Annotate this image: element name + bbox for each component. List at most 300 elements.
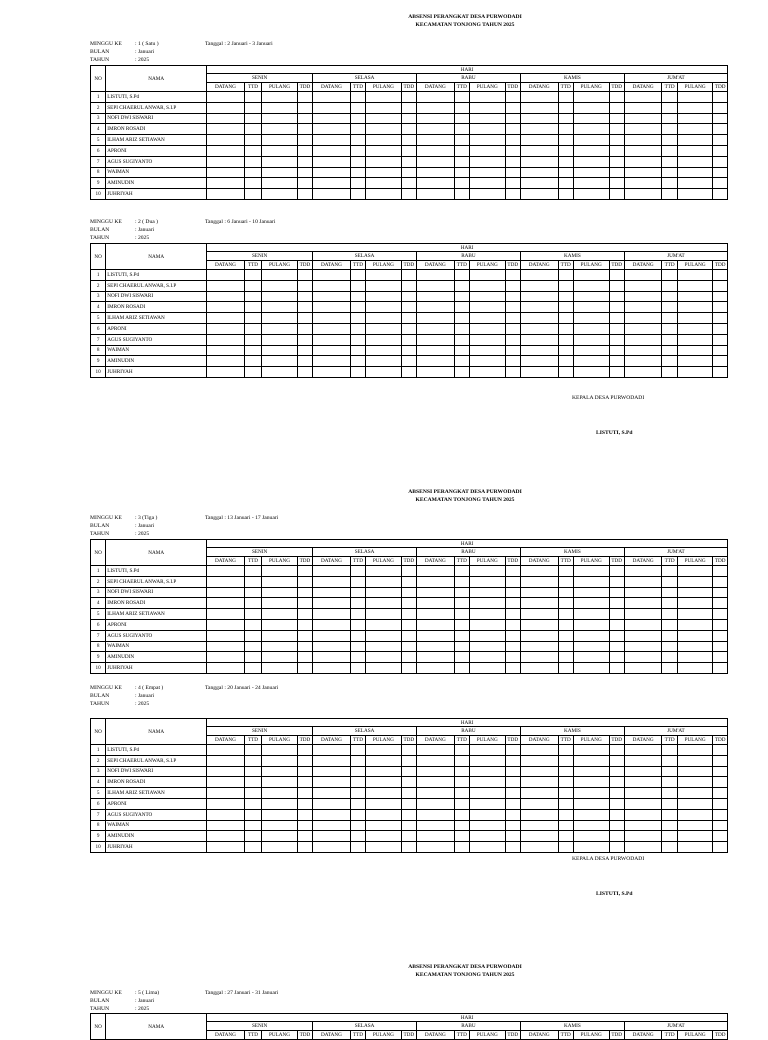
attendance-cell <box>366 566 402 577</box>
table-row <box>91 798 728 809</box>
attendance-cell <box>573 598 609 609</box>
attendance-cell <box>262 145 298 156</box>
attendance-cell <box>401 755 416 766</box>
attendance-cell <box>401 745 416 756</box>
attendance-cell <box>350 587 365 598</box>
attendance-cell <box>558 124 573 135</box>
attendance-cell <box>520 788 558 799</box>
attendance-cell <box>624 842 662 853</box>
attendance-cell <box>558 788 573 799</box>
attendance-cell <box>244 788 261 799</box>
datang-header: DATANG <box>624 261 662 270</box>
attendance-cell <box>350 345 365 356</box>
row-name: AGUS SUGIYANTO <box>106 334 207 345</box>
attendance-cell <box>573 842 609 853</box>
attendance-cell <box>262 755 298 766</box>
bulan-value: : Januari <box>135 523 155 529</box>
attendance-cell <box>662 367 677 378</box>
ttd-header: TTD <box>244 83 261 92</box>
attendance-cell <box>624 323 662 334</box>
attendance-cell <box>207 609 245 620</box>
pulang-header: PULANG <box>469 557 505 566</box>
attendance-cell <box>609 334 624 345</box>
attendance-cell <box>401 367 416 378</box>
datang-header: DATANG <box>416 261 454 270</box>
attendance-cell <box>662 313 677 324</box>
attendance-cell <box>262 831 298 842</box>
datang-header: DATANG <box>313 736 351 745</box>
attendance-cell <box>366 587 402 598</box>
datang-header: DATANG <box>313 261 351 270</box>
attendance-cell <box>244 367 261 378</box>
week-meta <box>90 218 275 242</box>
attendance-cell <box>677 652 713 663</box>
attendance-cell <box>624 831 662 842</box>
attendance-cell <box>366 809 402 820</box>
attendance-cell <box>350 92 365 103</box>
attendance-cell <box>677 755 713 766</box>
attendance-cell <box>713 641 728 652</box>
table-row <box>91 323 728 334</box>
attendance-cell <box>350 102 365 113</box>
attendance-cell <box>350 145 365 156</box>
table-row <box>91 124 728 135</box>
attendance-cell <box>297 576 312 587</box>
attendance-cell <box>297 189 312 200</box>
pulang-header: PULANG <box>262 557 298 566</box>
attendance-cell <box>313 598 351 609</box>
attendance-cell <box>244 766 261 777</box>
attendance-cell <box>297 766 312 777</box>
attendance-cell <box>505 113 520 124</box>
attendance-cell <box>366 189 402 200</box>
attendance-cell <box>662 788 677 799</box>
datang-header: DATANG <box>207 1031 245 1040</box>
attendance-cell <box>366 124 402 135</box>
attendance-cell <box>713 609 728 620</box>
attendance-cell <box>609 663 624 674</box>
attendance-cell <box>454 156 469 167</box>
attendance-cell <box>662 777 677 788</box>
attendance-cell <box>313 270 351 281</box>
attendance-cell <box>609 619 624 630</box>
attendance-cell <box>573 609 609 620</box>
ttd-header: TTD <box>558 261 573 270</box>
attendance-cell <box>297 777 312 788</box>
row-number: 2 <box>91 102 106 113</box>
row-number: 1 <box>91 745 106 756</box>
attendance-cell <box>609 145 624 156</box>
attendance-cell <box>454 831 469 842</box>
attendance-cell <box>207 820 245 831</box>
pulang-header: PULANG <box>262 736 298 745</box>
row-number: 5 <box>91 313 106 324</box>
attendance-cell <box>662 291 677 302</box>
date-range: Tanggal : 27 Januari - 31 Januari <box>205 990 279 996</box>
attendance-cell <box>416 755 454 766</box>
attendance-cell <box>573 270 609 281</box>
attendance-cell <box>416 313 454 324</box>
ttd-header: TTD <box>244 261 261 270</box>
attendance-cell <box>297 619 312 630</box>
attendance-cell <box>677 178 713 189</box>
row-number: 7 <box>91 334 106 345</box>
attendance-cell <box>401 291 416 302</box>
attendance-cell <box>609 92 624 103</box>
attendance-cell <box>520 280 558 291</box>
attendance-cell <box>454 270 469 281</box>
attendance-cell <box>505 798 520 809</box>
attendance-cell <box>313 630 351 641</box>
attendance-cell <box>297 302 312 313</box>
datang-header: DATANG <box>624 83 662 92</box>
attendance-cell <box>297 745 312 756</box>
attendance-cell <box>677 167 713 178</box>
doc-title: ABSENSI PERANGKAT DESA PURWODADI <box>408 964 522 970</box>
attendance-cell <box>573 798 609 809</box>
attendance-cell <box>469 189 505 200</box>
attendance-cell <box>469 630 505 641</box>
attendance-cell <box>366 323 402 334</box>
attendance-cell <box>677 587 713 598</box>
row-number: 6 <box>91 798 106 809</box>
col-header-hari: HARI <box>207 244 728 252</box>
attendance-cell <box>350 280 365 291</box>
attendance-cell <box>454 745 469 756</box>
table-row <box>91 755 728 766</box>
attendance-cell <box>350 178 365 189</box>
attendance-cell <box>558 167 573 178</box>
attendance-cell <box>520 367 558 378</box>
attendance-cell <box>454 630 469 641</box>
datang-header: DATANG <box>520 736 558 745</box>
attendance-cell <box>573 291 609 302</box>
attendance-cell <box>313 663 351 674</box>
day-header: SENIN <box>207 252 313 261</box>
attendance-cell <box>401 619 416 630</box>
attendance-cell <box>677 135 713 146</box>
attendance-cell <box>313 313 351 324</box>
attendance-cell <box>469 356 505 367</box>
attendance-cell <box>454 619 469 630</box>
attendance-cell <box>244 124 261 135</box>
attendance-cell <box>401 302 416 313</box>
attendance-cell <box>558 178 573 189</box>
attendance-cell <box>262 587 298 598</box>
day-header: JUM'AT <box>624 548 727 557</box>
row-name: SEPI CHAERUL ANWAR, S.I.P <box>106 280 207 291</box>
attendance-cell <box>677 156 713 167</box>
bulan-value: : Januari <box>135 998 155 1004</box>
tahun-label: TAHUN <box>90 57 110 63</box>
attendance-cell <box>401 92 416 103</box>
attendance-cell <box>713 587 728 598</box>
attendance-cell <box>244 663 261 674</box>
attendance-cell <box>505 619 520 630</box>
row-number: 1 <box>91 270 106 281</box>
day-header: RABU <box>416 74 520 83</box>
date-range: Tanggal : 6 Januari - 10 Januari <box>205 219 276 225</box>
table-row <box>91 842 728 853</box>
attendance-cell <box>713 178 728 189</box>
attendance-cell <box>207 334 245 345</box>
day-header: SENIN <box>207 1022 313 1031</box>
table-row <box>91 345 728 356</box>
attendance-cell <box>207 302 245 313</box>
tdd-header: TDD <box>609 261 624 270</box>
attendance-cell <box>454 345 469 356</box>
attendance-cell <box>350 135 365 146</box>
attendance-cell <box>313 356 351 367</box>
bulan-value: : Januari <box>135 693 155 699</box>
attendance-cell <box>244 745 261 756</box>
attendance-cell <box>401 831 416 842</box>
attendance-cell <box>609 755 624 766</box>
attendance-cell <box>609 270 624 281</box>
attendance-cell <box>262 189 298 200</box>
attendance-cell <box>624 598 662 609</box>
row-number: 1 <box>91 566 106 577</box>
attendance-cell <box>558 323 573 334</box>
attendance-cell <box>207 178 245 189</box>
attendance-cell <box>624 766 662 777</box>
attendance-cell <box>662 587 677 598</box>
attendance-cell <box>520 809 558 820</box>
col-header-nama: NAMA <box>106 1014 207 1040</box>
attendance-cell <box>401 566 416 577</box>
attendance-cell <box>454 842 469 853</box>
attendance-cell <box>297 270 312 281</box>
attendance-cell <box>313 102 351 113</box>
attendance-cell <box>416 270 454 281</box>
attendance-cell <box>609 576 624 587</box>
attendance-cell <box>469 334 505 345</box>
attendance-cell <box>624 788 662 799</box>
attendance-cell <box>454 280 469 291</box>
row-name: APRONI <box>106 323 207 334</box>
attendance-cell <box>505 313 520 324</box>
attendance-cell <box>469 598 505 609</box>
attendance-cell <box>505 630 520 641</box>
attendance-cell <box>297 102 312 113</box>
table-row <box>91 619 728 630</box>
attendance-cell <box>469 652 505 663</box>
attendance-cell <box>662 323 677 334</box>
attendance-cell <box>366 609 402 620</box>
attendance-cell <box>713 323 728 334</box>
tdd-header: TDD <box>297 736 312 745</box>
attendance-cell <box>520 777 558 788</box>
attendance-cell <box>297 145 312 156</box>
attendance-cell <box>624 156 662 167</box>
attendance-cell <box>454 820 469 831</box>
attendance-cell <box>350 820 365 831</box>
attendance-cell <box>416 576 454 587</box>
table-row <box>91 566 728 577</box>
row-name: WAIMAN <box>106 345 207 356</box>
day-header: RABU <box>416 727 520 736</box>
attendance-cell <box>262 124 298 135</box>
attendance-cell <box>469 102 505 113</box>
attendance-cell <box>416 323 454 334</box>
attendance-cell <box>262 788 298 799</box>
attendance-cell <box>207 619 245 630</box>
attendance-cell <box>677 598 713 609</box>
attendance-cell <box>558 189 573 200</box>
attendance-cell <box>469 280 505 291</box>
attendance-cell <box>262 766 298 777</box>
attendance-cell <box>520 334 558 345</box>
attendance-cell <box>366 280 402 291</box>
table-row <box>91 831 728 842</box>
attendance-cell <box>624 820 662 831</box>
attendance-cell <box>262 334 298 345</box>
attendance-cell <box>609 809 624 820</box>
attendance-cell <box>662 831 677 842</box>
attendance-cell <box>713 124 728 135</box>
attendance-cell <box>244 356 261 367</box>
attendance-cell <box>366 145 402 156</box>
attendance-cell <box>469 367 505 378</box>
attendance-cell <box>454 356 469 367</box>
attendance-cell <box>350 291 365 302</box>
ttd-header: TTD <box>350 736 365 745</box>
attendance-cell <box>262 576 298 587</box>
attendance-cell <box>677 745 713 756</box>
row-number: 8 <box>91 820 106 831</box>
attendance-cell <box>713 367 728 378</box>
bulan-label: BULAN <box>90 523 110 529</box>
attendance-cell <box>469 745 505 756</box>
attendance-cell <box>313 302 351 313</box>
attendance-cell <box>416 102 454 113</box>
attendance-cell <box>609 167 624 178</box>
attendance-cell <box>207 92 245 103</box>
ttd-header: TTD <box>454 736 469 745</box>
row-name: IMRON ROSADI <box>106 598 207 609</box>
attendance-cell <box>609 102 624 113</box>
pulang-header: PULANG <box>677 557 713 566</box>
attendance-cell <box>244 598 261 609</box>
attendance-cell <box>624 113 662 124</box>
attendance-cell <box>416 609 454 620</box>
attendance-cell <box>366 302 402 313</box>
attendance-cell <box>366 291 402 302</box>
attendance-cell <box>677 102 713 113</box>
date-range: Tanggal : 20 Januari - 24 Januari <box>205 685 279 691</box>
attendance-cell <box>244 135 261 146</box>
ttd-header: TTD <box>454 83 469 92</box>
row-number: 4 <box>91 124 106 135</box>
tdd-header: TDD <box>401 557 416 566</box>
row-number: 1 <box>91 92 106 103</box>
attendance-cell <box>558 777 573 788</box>
attendance-cell <box>558 302 573 313</box>
attendance-cell <box>313 788 351 799</box>
tdd-header: TDD <box>505 1031 520 1040</box>
attendance-cell <box>662 302 677 313</box>
attendance-cell <box>558 145 573 156</box>
attendance-cell <box>609 641 624 652</box>
attendance-cell <box>677 663 713 674</box>
row-name: AMINUDIN <box>106 178 207 189</box>
attendance-cell <box>350 302 365 313</box>
attendance-cell <box>401 609 416 620</box>
attendance-cell <box>244 113 261 124</box>
week-meta <box>90 514 278 538</box>
attendance-cell <box>713 113 728 124</box>
attendance-cell <box>624 587 662 598</box>
attendance-cell <box>401 334 416 345</box>
attendance-cell <box>573 167 609 178</box>
attendance-cell <box>505 124 520 135</box>
attendance-cell <box>505 145 520 156</box>
signature-name: LISTUTI, S.Pd <box>596 430 633 436</box>
row-name: IMRON ROSADI <box>106 302 207 313</box>
attendance-cell <box>624 777 662 788</box>
row-name: NOFI DWI SISWARI <box>106 291 207 302</box>
attendance-cell <box>662 145 677 156</box>
tdd-header: TDD <box>505 83 520 92</box>
attendance-cell <box>350 189 365 200</box>
attendance-cell <box>401 576 416 587</box>
table-row <box>91 641 728 652</box>
attendance-cell <box>677 92 713 103</box>
row-name: AGUS SUGIYANTO <box>106 630 207 641</box>
row-number: 9 <box>91 652 106 663</box>
attendance-cell <box>520 820 558 831</box>
pulang-header: PULANG <box>677 83 713 92</box>
attendance-cell <box>366 652 402 663</box>
attendance-cell <box>662 663 677 674</box>
attendance-cell <box>401 270 416 281</box>
ttd-header: TTD <box>350 1031 365 1040</box>
tahun-label: TAHUN <box>90 531 110 537</box>
attendance-cell <box>454 178 469 189</box>
attendance-cell <box>313 777 351 788</box>
row-number: 3 <box>91 766 106 777</box>
pulang-header: PULANG <box>262 261 298 270</box>
row-name: NOFI DWI SISWARI <box>106 766 207 777</box>
ttd-header: TTD <box>662 736 677 745</box>
ttd-header: TTD <box>350 83 365 92</box>
pulang-header: PULANG <box>366 261 402 270</box>
ttd-header: TTD <box>662 557 677 566</box>
attendance-cell <box>558 652 573 663</box>
attendance-cell <box>313 831 351 842</box>
tahun-value: : 2025 <box>135 701 150 707</box>
attendance-cell <box>609 831 624 842</box>
datang-header: DATANG <box>520 1031 558 1040</box>
attendance-cell <box>713 270 728 281</box>
attendance-cell <box>573 587 609 598</box>
row-number: 7 <box>91 156 106 167</box>
attendance-cell <box>401 145 416 156</box>
attendance-cell <box>520 630 558 641</box>
attendance-cell <box>469 566 505 577</box>
attendance-cell <box>366 641 402 652</box>
attendance-cell <box>207 189 245 200</box>
tahun-label: TAHUN <box>90 235 110 241</box>
attendance-cell <box>609 124 624 135</box>
attendance-cell <box>505 367 520 378</box>
attendance-cell <box>244 566 261 577</box>
attendance-cell <box>609 820 624 831</box>
attendance-cell <box>401 809 416 820</box>
attendance-cell <box>520 598 558 609</box>
attendance-cell <box>207 280 245 291</box>
day-header: KAMIS <box>520 727 624 736</box>
